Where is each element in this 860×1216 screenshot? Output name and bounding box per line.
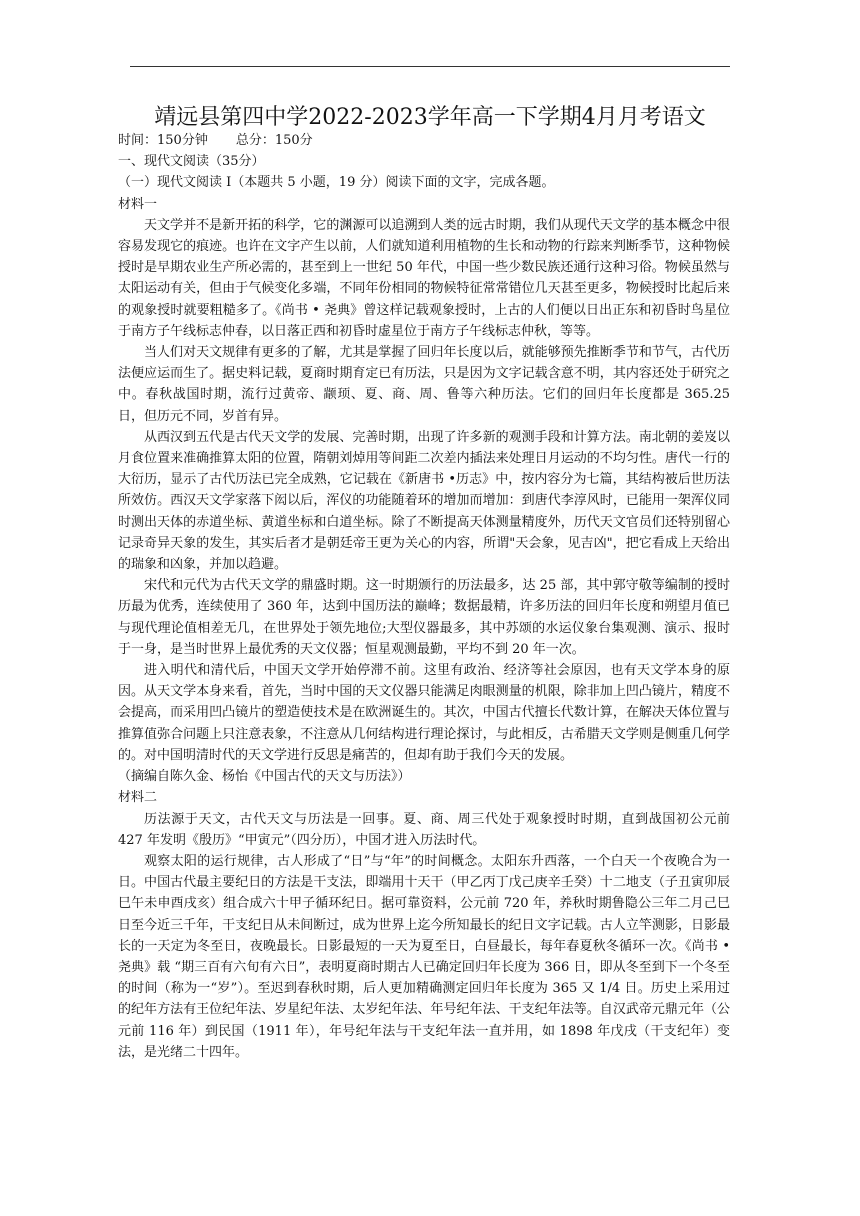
header-rule xyxy=(130,66,730,67)
paragraph: 从西汉到五代是古代天文学的发展、完善时期，出现了许多新的观测手段和计算方法。南北朝的姜岌以月食位置来准确推算太阳的位置，隋朝刘焯用等间距二次差内插法来处理日月运动的不均匀性。唐代一行的大衍历，显示了古代历法已完全成熟，它记载在《新唐书 •历志》中，按内容分为七篇，其结构被后世历法所效仿。西汉天文学家落下闳以后，浑仪的功能随着环的增加而增加：到唐代李淳风时，已能用一架浑仪同时测出天体的赤道坐标、黄道坐标和白道坐标。除了不断提高天体测量精度外，历代天文官员们还特别留心记录奇异天象的发生，其实后者才是朝廷帝王更为关心的内容，所谓"天会象，见吉凶"，把它看成上天给出的瑞象和凶象，并加以趋避。 xyxy=(118,429,730,573)
material-label: 材料一 xyxy=(118,196,158,212)
source-citation: （摘编自陈久金、杨怡《中国古代的天文与历法》） xyxy=(118,769,411,785)
paragraph: 进入明代和清代后，中国天文学开始停滞不前。这里有政治、经济等社会原因，也有天文学本身的原因。从天文学本身来看，首先，当时中国的天文仪器只能满足肉眼测量的机限，除非加上凹凸镜片，精度不会提高，而采用凹凸镜片的塑造使技术是在欧洲诞生的。其次，中国古代擅长代数计算，在解决天体位置与推算值弥合问题上只注意表象，不注意从几何结构进行理论探讨，与此相反，古希腊天文学则是侧重几何学的。对中国明清时代的天文学进行反思是痛苦的，但却有助于我们今天的发展。 xyxy=(118,663,730,763)
exam-meta xyxy=(118,130,730,151)
paragraph: 天文学并不是新开拓的科学，它的渊源可以追溯到人类的远古时期，我们从现代天文学的基本概念中很容易发现它的痕迹。也许在文字产生以前，人们就知道利用植物的生长和动物的行踪来判断季节，这种物候授时是早期农业生产所必需的，甚至到上一世纪 50 年代，中国一些少数民族还通行这种习俗。物候虽然与太阳运动有关，但由于气候变化多端，不同年份相同的物候特征常常错位几天甚至更多，物候授时比起后来的观象授时就要粗糙多了。《尚书 • 尧典》曾这样记载观象授时，上古的人们便以日出正东和初昏时鸟星位于南方子午线标志仲春，以日落正西和初昏时虚星位于南方子午线标志仲秋，等等。 xyxy=(118,217,730,339)
paragraph: 宋代和元代为古代天文学的鼎盛时期。这一时期颁行的历法最多，达 25 部，其中郭守敬等编制的授时历最为优秀，连续使用了 360 年，达到中国历法的巅峰；数据最精，许多历法的回归年长度和朔望月值已与现代理论值相差无几，在世界处于领先地位;大型仪器最多，其中苏颂的水运仪象台集观测、演示、报时于一身，是当时世界上最优秀的天文仪器；恒星观测最勤，平均不到 20 年一次。 xyxy=(118,578,730,657)
paragraph: 历法源于天文，古代天文与历法是一回事。夏、商、周三代处于观象授时时期，直到战国初公元前 427 年发明《殷历》“甲寅元”（四分历），中国才进入历法时代。 xyxy=(118,811,730,848)
subsection-heading: （一）现代文阅读 I（本题共 5 小题，19 分）阅读下面的文字，完成各题。 xyxy=(118,175,555,191)
score-label: 总分：150分 xyxy=(235,133,313,148)
paragraph: 观察太阳的运行规律，古人形成了“日”与“年”的时间概念。太阳东升西落，一个白天一个夜晚合为一日。中国古代最主要纪日的方法是干支法，即端用十天干（甲乙丙丁戊己庚辛壬癸）十二地支（子丑寅卯辰巳午未申酉戌亥）组合成六十甲子循环纪日。据可靠资料，公元前 720 年，养秋时期鲁隐公三年二月己巳日至今近三千年，干支纪日从未间断过，成为世界上迄今所知最长的纪日文字记载。古人立竿测影，日影最长的一天定为冬至日，夜晚最长。日影最短的一天为夏至日，白昼最长，每年春夏秋冬循环一次。《尚书 • 尧典》载 “期三百有六旬有六日”，表明夏商时期古人已确定回归年长度为 366 日，即从冬至到下一个冬至的时间（称为一“岁”）。至迟到春秋时期，后人更加精确测定回归年长度为 365 又 1/4 日。历史上采用过的纪年方法有王位纪年法、岁星纪年法、太岁纪年法、年号纪年法、干支纪年法等。自汉武帝元鼎元年（公元前 116 年）到民国（1911 年），年号纪年法与干支纪年法一直并用，如 1898 年戊戌（干支纪年）变法，是光绪二十四年。 xyxy=(118,853,730,1060)
exam-title: 靖远县第四中学2022-2023学年高一下学期4月月考语文 xyxy=(154,105,706,130)
exam-body xyxy=(118,130,730,1063)
material-label: 材料二 xyxy=(118,790,158,806)
section-heading: 一、现代文阅读（35分） xyxy=(118,154,265,170)
time-label: 时间：150分钟 xyxy=(118,133,208,148)
paragraph: 当人们对天文规律有更多的了解，尤其是掌握了回归年长度以后，就能够预先推断季节和节气，古代历法便应运而生了。据史料记载，夏商时期育定已有历法，只是因为文字记载含意不明，其内容还处于研究之中。春秋战国时期，流行过黄帝、颛顼、夏、商、周、鲁等六种历法。它们的回归年长度都是 365.25 日，但历元不同，岁首有异。 xyxy=(118,345,730,424)
